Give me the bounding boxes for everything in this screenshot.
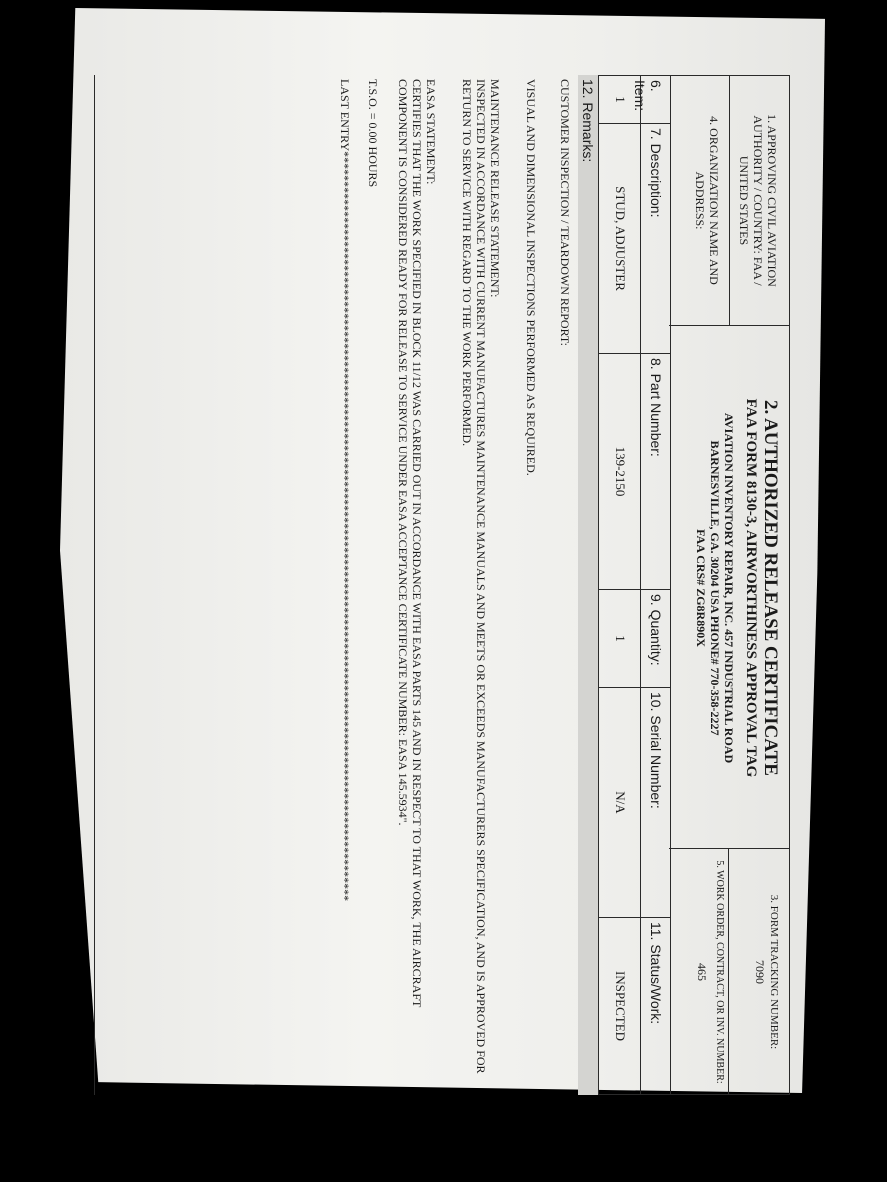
header-description: 7. Description: [641, 124, 670, 354]
remark-tso-hours: T.S.O. = 0.00 HOURS [366, 79, 380, 188]
remark-easa-statement: CERTIFIES THAT THE WORK SPECIFIED IN BLOCK 11/12 WAS CARRIED OUT IN ACCORDANCE WITH EASA PARTS 145 AND IN RESPECT TO THAT WORK, THE AIRCRAFT COMPONENT IS CONSIDERED READY FOR RELEASE TO SERVICE UNDER EASA ACCEPTANCE CERTIFICATE NUMBER: EASA 145.5934". [396, 79, 424, 1008]
org-address-line2: BARNESVILLE, GA. 30204 USA PHONE# 770-358-2227 [708, 440, 722, 736]
item-number: 1 [599, 76, 640, 124]
org-address-line3: FAA CRS# ZG8R890X [694, 529, 708, 647]
remark-maintenance-statement: INSPECTED IN ACCORDANCE WITH CURRENT MANUFACTURES MAINTENANCE MANUALS AND MEETS OR EXCEEDS MANUFACTURERS SPECIFICATION, AND IS APPROVED FOR RETURN TO SERVICE WITH REGARD TO THE WORK PERFORMED. [460, 79, 488, 1074]
block-3-label: 3. FORM TRACKING NUMBER: [768, 894, 780, 1050]
item-part-number: 139-2150 [599, 354, 640, 590]
header-item: 6. Item: [641, 76, 670, 124]
item-header-row [632, 75, 670, 1095]
header-status: 11. Status/Work: [648, 922, 664, 1025]
block-5-label: 5. WORK ORDER, CONTRACT, OR INV. NUMBER: [714, 860, 725, 1084]
remark-easa-heading: EASA STATEMENT: [424, 79, 438, 185]
item-value-row [598, 75, 640, 1095]
block-1 [729, 76, 789, 326]
item-status: INSPECTED [613, 970, 628, 1042]
remark-maintenance-heading: MAINTENANCE RELEASE STATEMENT: [488, 79, 502, 298]
remarks-shading [578, 75, 598, 1095]
work-order-number: 465 [695, 963, 709, 981]
release-certificate [75, 15, 840, 1155]
header-quantity: 9. Quantity: [641, 590, 670, 688]
block-3 [728, 848, 789, 1095]
block-5 [669, 848, 729, 1095]
item-serial-number: N/A [599, 688, 640, 918]
remark-teardown-heading: CUSTOMER INSPECTION / TEARDOWN REPORT: [558, 79, 572, 346]
item-description: STUD, ADJUSTER [599, 124, 640, 354]
block-2 [669, 328, 789, 848]
header-block [670, 75, 790, 1095]
bottom-rule [94, 75, 95, 1095]
remarks-label: 12. Remarks: [580, 79, 596, 163]
certificate-title: 2. AUTHORIZED RELEASE CERTIFICATE [760, 400, 781, 776]
tracking-number: 7090 [753, 960, 767, 984]
remark-visual-inspection: VISUAL AND DIMENSIONAL INSPECTIONS PERFORMED AS REQUIRED. [524, 79, 538, 476]
header-part-number: 8. Part Number: [641, 354, 670, 590]
block-4-label: 4. ORGANIZATION NAME AND ADDRESS: [693, 116, 721, 285]
item-quantity: 1 [599, 590, 640, 688]
block-4 [669, 76, 729, 326]
remark-last-entry: LAST ENTRY***************************************************************************************************************************** [338, 79, 352, 902]
org-address-line1: AVIATION INVENTORY REPAIR, INC. 457 INDUSTRIAL ROAD [722, 412, 736, 764]
certificate-subtitle: FAA FORM 8130-3, AIRWORTHINESS APPROVAL TAG [743, 398, 759, 778]
block-1-text: 1. APPROVING CIVIL AVIATION AUTHORITY / COUNTRY: FAA / UNITED STATES [737, 114, 779, 287]
header-serial-number: 10. Serial Number: [641, 688, 670, 918]
remarks-body [324, 79, 572, 1079]
